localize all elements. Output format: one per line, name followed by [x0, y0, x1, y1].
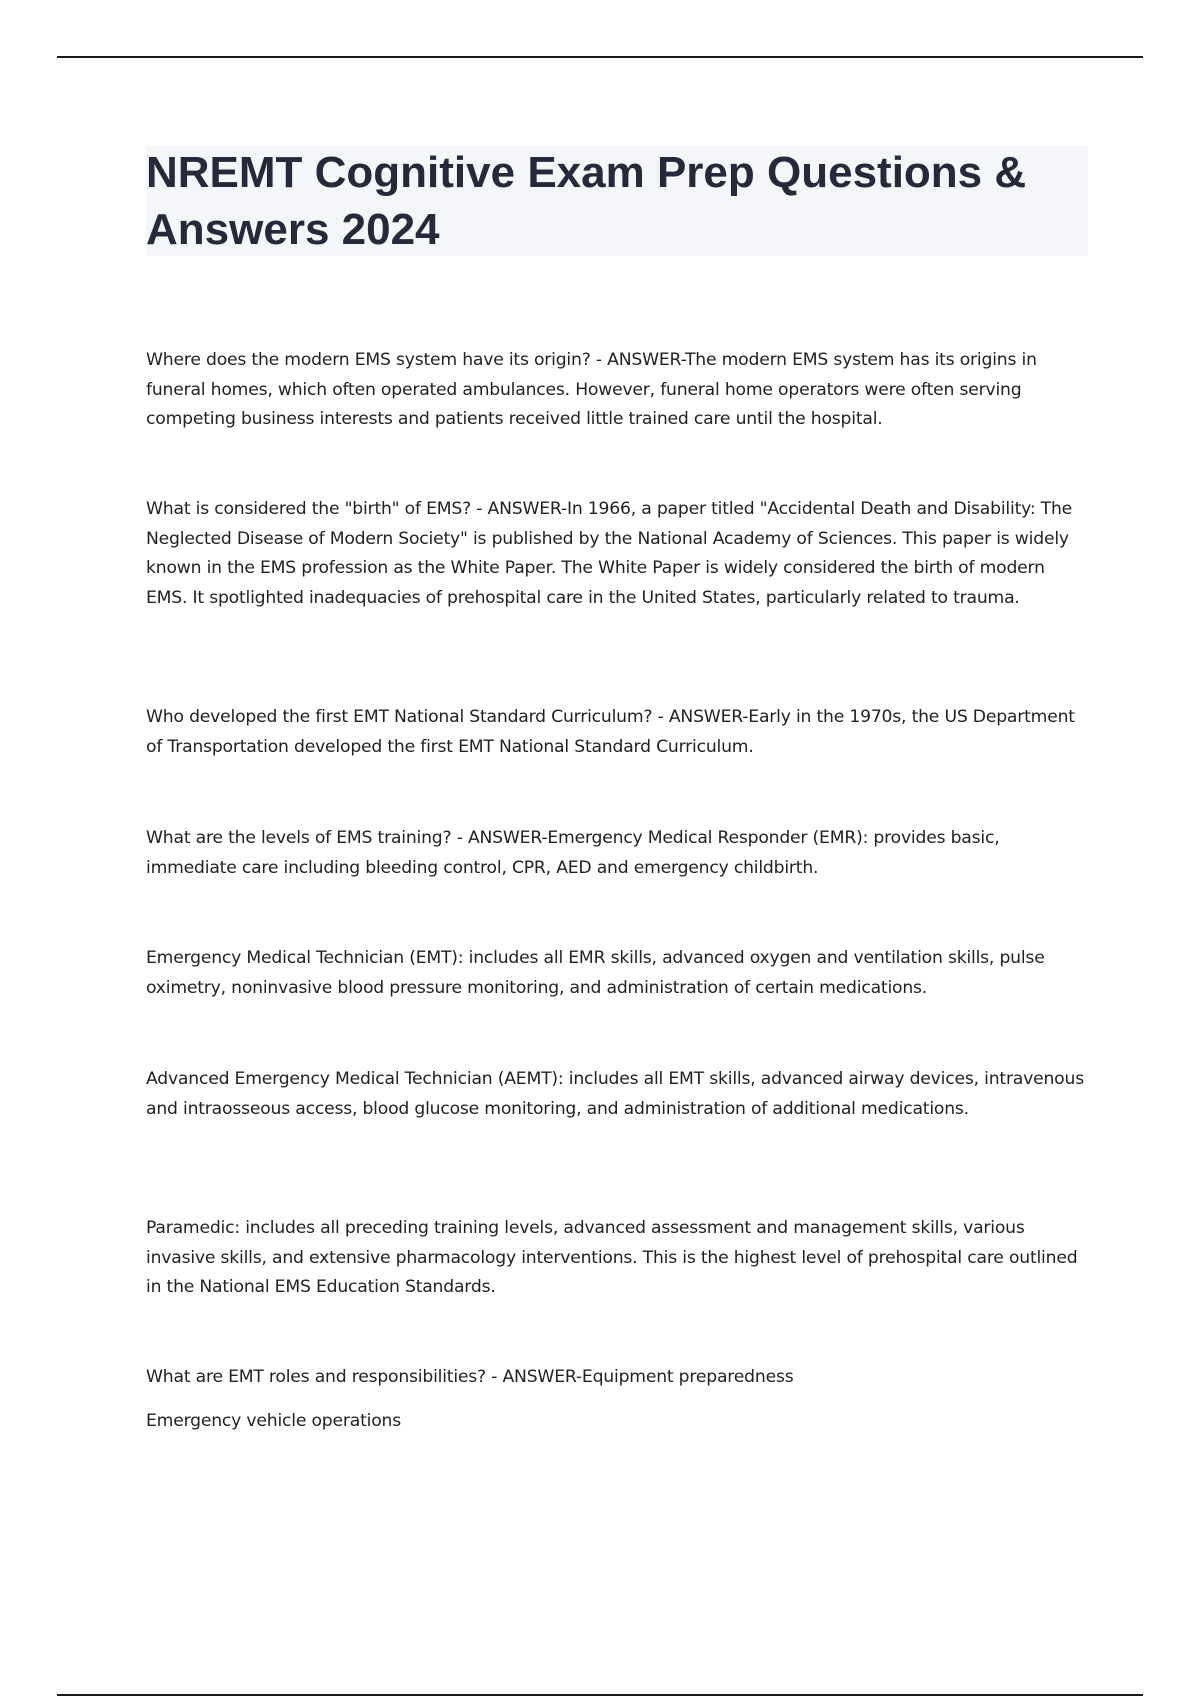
qa-paragraph-5: Emergency Medical Technician (EMT): includes all EMR skills, advanced oxygen and ventilation skills, pulse oximetry, noninvasive blood pressure monitoring, and administration of certain medications.	[146, 948, 1045, 998]
title-banner	[146, 146, 1088, 256]
qa-paragraph-4: What are the levels of EMS training? - ANSWER-Emergency Medical Responder (EMR): provides basic, immediate care including bleeding control, CPR, AED and emergency childbirth.	[146, 828, 1000, 878]
qa-paragraph-1: Where does the modern EMS system have its origin? - ANSWER-The modern EMS system has its origins in funeral homes, which often operated ambulances. However, funeral home operators were often serving competing business interests and patients received little trained care until the hospital.	[146, 350, 1037, 429]
qa-paragraph-8: What are EMT roles and responsibilities? - ANSWER-Equipment preparedness	[146, 1367, 794, 1387]
page-title: NREMT Cognitive Exam Prep Questions & Answers 2024	[146, 148, 1027, 254]
qa-paragraph-9: Emergency vehicle operations	[146, 1411, 401, 1431]
qa-paragraph-3: Who developed the first EMT National Standard Curriculum? - ANSWER-Early in the 1970s, the US Department of Transportation developed the first EMT National Standard Curriculum.	[146, 707, 1075, 757]
bottom-rule	[57, 1694, 1143, 1696]
top-rule	[57, 56, 1143, 58]
qa-paragraph-2: What is considered the "birth" of EMS? - ANSWER-In 1966, a paper titled "Accidental Death and Disability: The Neglected Disease of Modern Society" is published by the National Academy of Sciences. This paper is widely known in the EMS profession as the White Paper. The White Paper is widely considered the birth of modern EMS. It spotlighted inadequacies of prehospital care in the United States, particularly related to trauma.	[146, 499, 1073, 608]
qa-paragraph-7: Paramedic: includes all preceding training levels, advanced assessment and management skills, various invasive skills, and extensive pharmacology interventions. This is the highest level of prehospital care outlined in the National EMS Education Standards.	[146, 1218, 1078, 1297]
qa-paragraph-6: Advanced Emergency Medical Technician (AEMT): includes all EMT skills, advanced airway devices, intravenous and intraosseous access, blood glucose monitoring, and administration of additional medications.	[146, 1069, 1084, 1119]
